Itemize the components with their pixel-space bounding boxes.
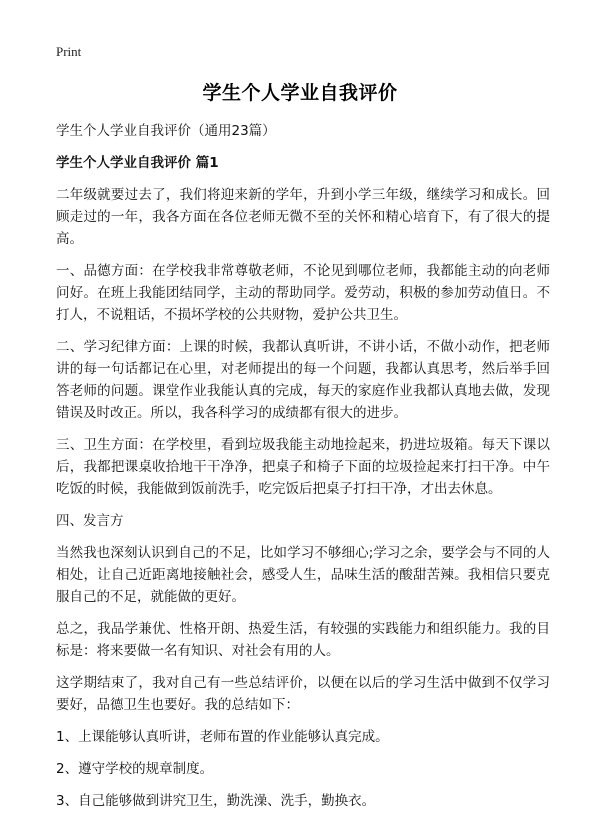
list-item-1: 1、上课能够认真听讲，老师布置的作业能够认真完成。 (56, 729, 389, 745)
paragraph-hygiene: 三、卫生方面：在学校里，看到垃圾我能主动地捡起来，扔进垃圾箱。每天下课以后，我都把课桌收拾地干干净净，把桌子和椅子下面的垃圾捡起来打扫干净。中午吃饭的时候，我能做到饭前洗手，吃完饭后把桌子打扫干净，才出去休息。 (56, 437, 550, 497)
paragraph-intro: 二年级就要过去了，我们将迎来新的学年，升到小学三年级，继续学习和成长。回顾走过的一年，我各方面在各位老师无微不至的关怀和精心培育下，有了很大的提高。 (56, 187, 550, 247)
print-label: Print (56, 44, 82, 59)
document-subtitle: 学生个人学业自我评价（通用23篇） (56, 123, 276, 139)
paragraph-study-discipline: 二、学习纪律方面：上课的时候，我都认真听讲，不讲小话，不做小动作，把老师讲的每一句话都记在心里，对老师提出的每一个问题，我都认真思考，然后举手回答老师的问题。课堂作业我能认真的完成，每天的家庭作业我都认真地去做，发现错误及时改正。所以，我各科学习的成绩都有很大的进步。 (56, 339, 550, 421)
list-item-3: 3、自己能够做到讲究卫生，勤洗澡、洗手，勤换衣。 (56, 793, 376, 809)
paragraph-speaking: 四、发言方 (56, 513, 124, 529)
paragraph-morality: 一、品德方面：在学校我非常尊敬老师，不论见到哪位老师，我都能主动的向老师问好。在班上我能团结同学，主动的帮助同学。爱劳动，积极的参加劳动值日。不打人，不说粗话，不损坏学校的公共财物，爱护公共卫生。 (56, 263, 550, 323)
paragraph-shortcomings: 当然我也深刻认识到自己的不足，比如学习不够细心;学习之余，要学会与不同的人相处，让自己近距离地接触社会，感受人生，品味生活的酸甜苦辣。我相信只要克服自己的不足，就能做的更好。 (56, 545, 550, 605)
paragraph-summary: 总之，我品学兼优、性格开朗、热爱生活，有较强的实践能力和组织能力。我的目标是：将来要做一名有知识、对社会有用的人。 (56, 621, 550, 659)
document-title: 学生个人学业自我评价 (202, 82, 398, 104)
document-body (56, 120, 550, 822)
section-heading: 学生个人学业自我评价 篇1 (56, 155, 219, 171)
list-item-2: 2、遵守学校的规章制度。 (56, 761, 214, 777)
paragraph-term-review: 这学期结束了，我对自己有一些总结评价，以便在以后的学习生活中做到不仅学习要好，品德卫生也要好。我的总结如下： (56, 675, 550, 713)
